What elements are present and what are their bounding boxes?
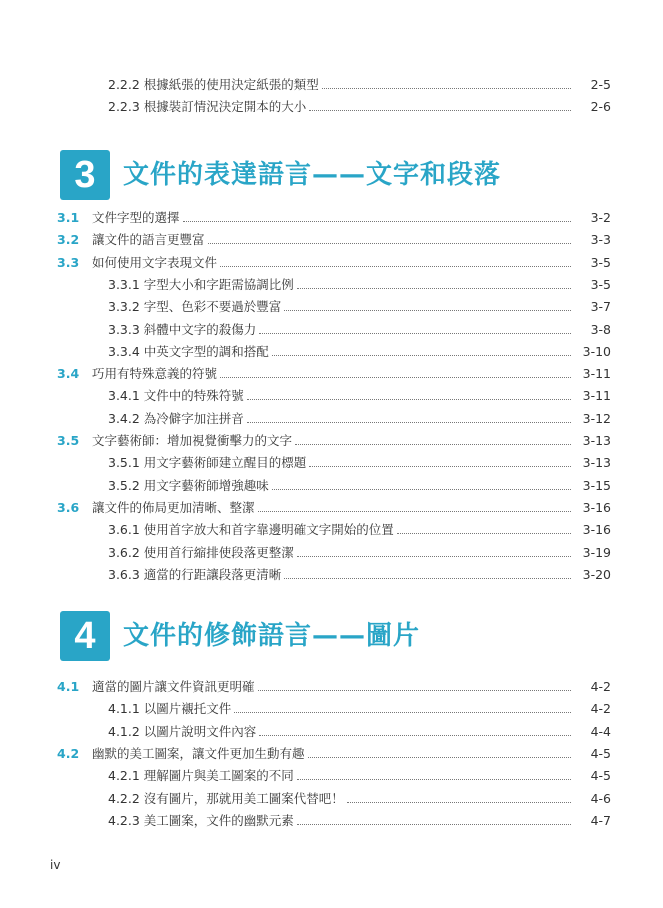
dot-leader bbox=[220, 377, 571, 378]
subsection-label bbox=[108, 74, 322, 96]
subsection-number: 3.3.3 bbox=[108, 321, 140, 337]
chapter-number-badge: 3 bbox=[60, 150, 110, 200]
page-reference: 3-16 bbox=[575, 519, 611, 541]
toc-subsection-entry[interactable] bbox=[0, 721, 663, 743]
section-title: 幽默的美工圖案，讓文件更加生動有趣 bbox=[92, 743, 308, 765]
subsection-number: 2.2.3 bbox=[108, 99, 140, 115]
page-reference: 4-6 bbox=[575, 788, 611, 810]
subsection-label bbox=[108, 274, 297, 296]
toc-subsection-entry[interactable] bbox=[0, 519, 663, 541]
page-reference: 3-19 bbox=[575, 542, 611, 564]
subsection-label bbox=[108, 765, 297, 787]
subsection-label bbox=[108, 721, 259, 743]
dot-leader bbox=[284, 310, 571, 311]
subsection-number: 3.4.1 bbox=[108, 388, 140, 404]
section-title: 文件字型的選擇 bbox=[92, 207, 183, 229]
section-number: 4.2 bbox=[57, 745, 80, 761]
toc-subsection-entry[interactable] bbox=[0, 788, 663, 810]
section-number: 4.1 bbox=[57, 679, 80, 694]
subsection-number: 3.3.1 bbox=[108, 276, 140, 292]
toc-subsection-entry[interactable] bbox=[0, 341, 663, 363]
page-reference: 3-10 bbox=[575, 341, 611, 363]
subsection-label bbox=[108, 519, 397, 541]
toc-subsection-entry[interactable] bbox=[0, 385, 663, 407]
subsection-title: 適當的行距讓段落更清晰 bbox=[143, 566, 282, 582]
subsection-title: 為冷僻字加注拼音 bbox=[143, 410, 244, 426]
section-number: 3.2 bbox=[57, 232, 80, 248]
chapter-title[interactable]: 文件的修飾語言——圖片 bbox=[123, 621, 421, 651]
dot-leader bbox=[347, 802, 571, 803]
subsection-number: 3.4.2 bbox=[108, 410, 140, 426]
subsection-title: 根據裝訂情況決定開本的大小 bbox=[143, 99, 307, 115]
subsection-number: 3.3.2 bbox=[108, 299, 140, 315]
page-reference: 3-3 bbox=[575, 229, 611, 251]
subsection-title: 使用首行縮排使段落更整潔 bbox=[143, 544, 294, 560]
page-reference: 3-15 bbox=[575, 475, 611, 497]
subsection-number: 4.1.1 bbox=[108, 701, 140, 717]
subsection-label bbox=[108, 698, 234, 720]
subsection-title: 字型、色彩不要過於豐富 bbox=[143, 299, 282, 315]
subsection-number: 4.2.2 bbox=[108, 790, 140, 806]
dot-leader bbox=[247, 399, 571, 400]
chapter-title[interactable]: 文件的表達語言——文字和段落 bbox=[123, 160, 502, 190]
section-title: 如何使用文字表現文件 bbox=[92, 252, 220, 274]
subsection-title: 用文字藝術師建立醒目的標題 bbox=[143, 455, 307, 471]
section-number: 3.5 bbox=[57, 433, 80, 448]
toc-subsection-entry[interactable] bbox=[0, 74, 663, 96]
dot-leader bbox=[297, 779, 571, 780]
section-title: 適當的圖片讓文件資訊更明確 bbox=[92, 676, 258, 698]
page-reference: 3-5 bbox=[575, 274, 611, 296]
subsection-number: 3.5.1 bbox=[108, 455, 140, 471]
dot-leader bbox=[297, 288, 571, 289]
toc-subsection-entry[interactable] bbox=[0, 542, 663, 564]
section-number: 3.1 bbox=[57, 210, 80, 225]
section-number: 3.4 bbox=[57, 366, 80, 382]
page-reference: 2-6 bbox=[575, 96, 611, 118]
toc-section-entry[interactable] bbox=[0, 430, 663, 452]
subsection-number: 4.2.1 bbox=[108, 768, 140, 784]
page-reference: 3-11 bbox=[575, 385, 611, 407]
toc-subsection-entry[interactable] bbox=[0, 452, 663, 474]
dot-leader bbox=[322, 88, 571, 89]
subsection-label bbox=[108, 96, 309, 118]
dot-leader bbox=[297, 556, 571, 557]
page-reference: 3-5 bbox=[575, 252, 611, 274]
page-reference: 3-7 bbox=[575, 296, 611, 318]
page-reference: 4-7 bbox=[575, 810, 611, 832]
subsection-title: 以圖片襯托文件 bbox=[143, 701, 232, 717]
subsection-title: 字型大小和字距需協調比例 bbox=[143, 276, 294, 292]
toc-subsection-entry[interactable] bbox=[0, 475, 663, 497]
dot-leader bbox=[258, 511, 571, 512]
dot-leader bbox=[234, 712, 571, 713]
page-reference: 4-4 bbox=[575, 721, 611, 743]
subsection-label bbox=[108, 408, 247, 430]
subsection-title: 美工圖案，文件的幽默元素 bbox=[143, 812, 294, 828]
toc-subsection-entry[interactable] bbox=[0, 765, 663, 787]
dot-leader bbox=[308, 757, 571, 758]
subsection-label bbox=[108, 542, 297, 564]
chapter-number-badge: 4 bbox=[60, 611, 110, 661]
toc-subsection-entry[interactable] bbox=[0, 274, 663, 296]
subsection-title: 文件中的特殊符號 bbox=[143, 388, 244, 404]
dot-leader bbox=[397, 533, 571, 534]
subsection-number: 2.2.2 bbox=[108, 77, 140, 92]
subsection-label bbox=[108, 475, 272, 497]
dot-leader bbox=[297, 824, 571, 825]
subsection-number: 3.5.2 bbox=[108, 477, 140, 493]
page-reference: 4-5 bbox=[575, 765, 611, 787]
section-number: 3.6 bbox=[57, 499, 80, 515]
subsection-number: 4.2.3 bbox=[108, 812, 140, 828]
subsection-label bbox=[108, 296, 284, 318]
dot-leader bbox=[208, 243, 571, 244]
subsection-title: 理解圖片與美工圖案的不同 bbox=[143, 768, 294, 784]
page-reference: 3-13 bbox=[575, 430, 611, 452]
subsection-title: 中英文字型的調和搭配 bbox=[143, 343, 269, 359]
section-title: 讓文件的語言更豐富 bbox=[92, 229, 208, 251]
section-number: 3.3 bbox=[57, 254, 80, 270]
page-number-folio: iv bbox=[50, 858, 61, 872]
section-title: 讓文件的佈局更加清晰、整潔 bbox=[92, 497, 258, 519]
toc-subsection-entry[interactable] bbox=[0, 698, 663, 720]
toc-section-entry[interactable] bbox=[0, 676, 663, 698]
subsection-label bbox=[108, 564, 284, 586]
page-reference: 3-12 bbox=[575, 408, 611, 430]
dot-leader bbox=[220, 266, 571, 267]
dot-leader bbox=[309, 110, 571, 111]
subsection-label bbox=[108, 319, 259, 341]
page-reference: 3-2 bbox=[575, 207, 611, 229]
dot-leader bbox=[247, 422, 571, 423]
subsection-label bbox=[108, 341, 272, 363]
page-reference: 4-5 bbox=[575, 743, 611, 765]
subsection-title: 根據紙張的使用決定紙張的類型 bbox=[143, 77, 319, 92]
dot-leader bbox=[183, 221, 571, 222]
subsection-label bbox=[108, 810, 297, 832]
toc-subsection-entry[interactable] bbox=[0, 564, 663, 586]
toc-section-entry[interactable] bbox=[0, 252, 663, 274]
subsection-label bbox=[108, 452, 309, 474]
dot-leader bbox=[259, 333, 571, 334]
toc-section-entry[interactable] bbox=[0, 207, 663, 229]
toc-subsection-entry[interactable] bbox=[0, 810, 663, 832]
dot-leader bbox=[284, 578, 571, 579]
toc-section-entry[interactable] bbox=[0, 497, 663, 519]
subsection-number: 3.6.2 bbox=[108, 544, 140, 560]
section-title: 文字藝術師：增加視覺衝擊力的文字 bbox=[92, 430, 295, 452]
dot-leader bbox=[258, 690, 571, 691]
dot-leader bbox=[272, 355, 571, 356]
toc-subsection-entry[interactable] bbox=[0, 319, 663, 341]
subsection-number: 3.6.1 bbox=[108, 522, 140, 538]
subsection-title: 用文字藝術師增強趣味 bbox=[143, 477, 269, 493]
dot-leader bbox=[259, 735, 571, 736]
subsection-number: 3.3.4 bbox=[108, 343, 140, 359]
toc-subsection-entry[interactable] bbox=[0, 96, 663, 118]
toc-section-entry[interactable] bbox=[0, 743, 663, 765]
toc-subsection-entry[interactable] bbox=[0, 296, 663, 318]
subsection-title: 斜體中文字的殺傷力 bbox=[143, 321, 257, 337]
subsection-title: 使用首字放大和首字靠邊明確文字開始的位置 bbox=[143, 522, 394, 538]
subsection-label bbox=[108, 788, 347, 810]
page-reference: 3-16 bbox=[575, 497, 611, 519]
toc-section-entry[interactable] bbox=[0, 229, 663, 251]
page-reference: 4-2 bbox=[575, 676, 611, 698]
page-reference: 3-20 bbox=[575, 564, 611, 586]
page-reference: 3-8 bbox=[575, 319, 611, 341]
dot-leader bbox=[272, 489, 571, 490]
page-reference: 3-13 bbox=[575, 452, 611, 474]
section-title: 巧用有特殊意義的符號 bbox=[92, 363, 220, 385]
subsection-number: 3.6.3 bbox=[108, 566, 140, 582]
page-reference: 2-5 bbox=[575, 74, 611, 96]
subsection-label bbox=[108, 385, 247, 407]
subsection-title: 沒有圖片，那就用美工圖案代替吧！ bbox=[143, 790, 344, 806]
toc-section-entry[interactable] bbox=[0, 363, 663, 385]
subsection-title: 以圖片說明文件內容 bbox=[143, 723, 257, 739]
dot-leader bbox=[295, 444, 571, 445]
toc-subsection-entry[interactable] bbox=[0, 408, 663, 430]
page-reference: 4-2 bbox=[575, 698, 611, 720]
dot-leader bbox=[309, 466, 571, 467]
subsection-number: 4.1.2 bbox=[108, 723, 140, 739]
page-reference: 3-11 bbox=[575, 363, 611, 385]
